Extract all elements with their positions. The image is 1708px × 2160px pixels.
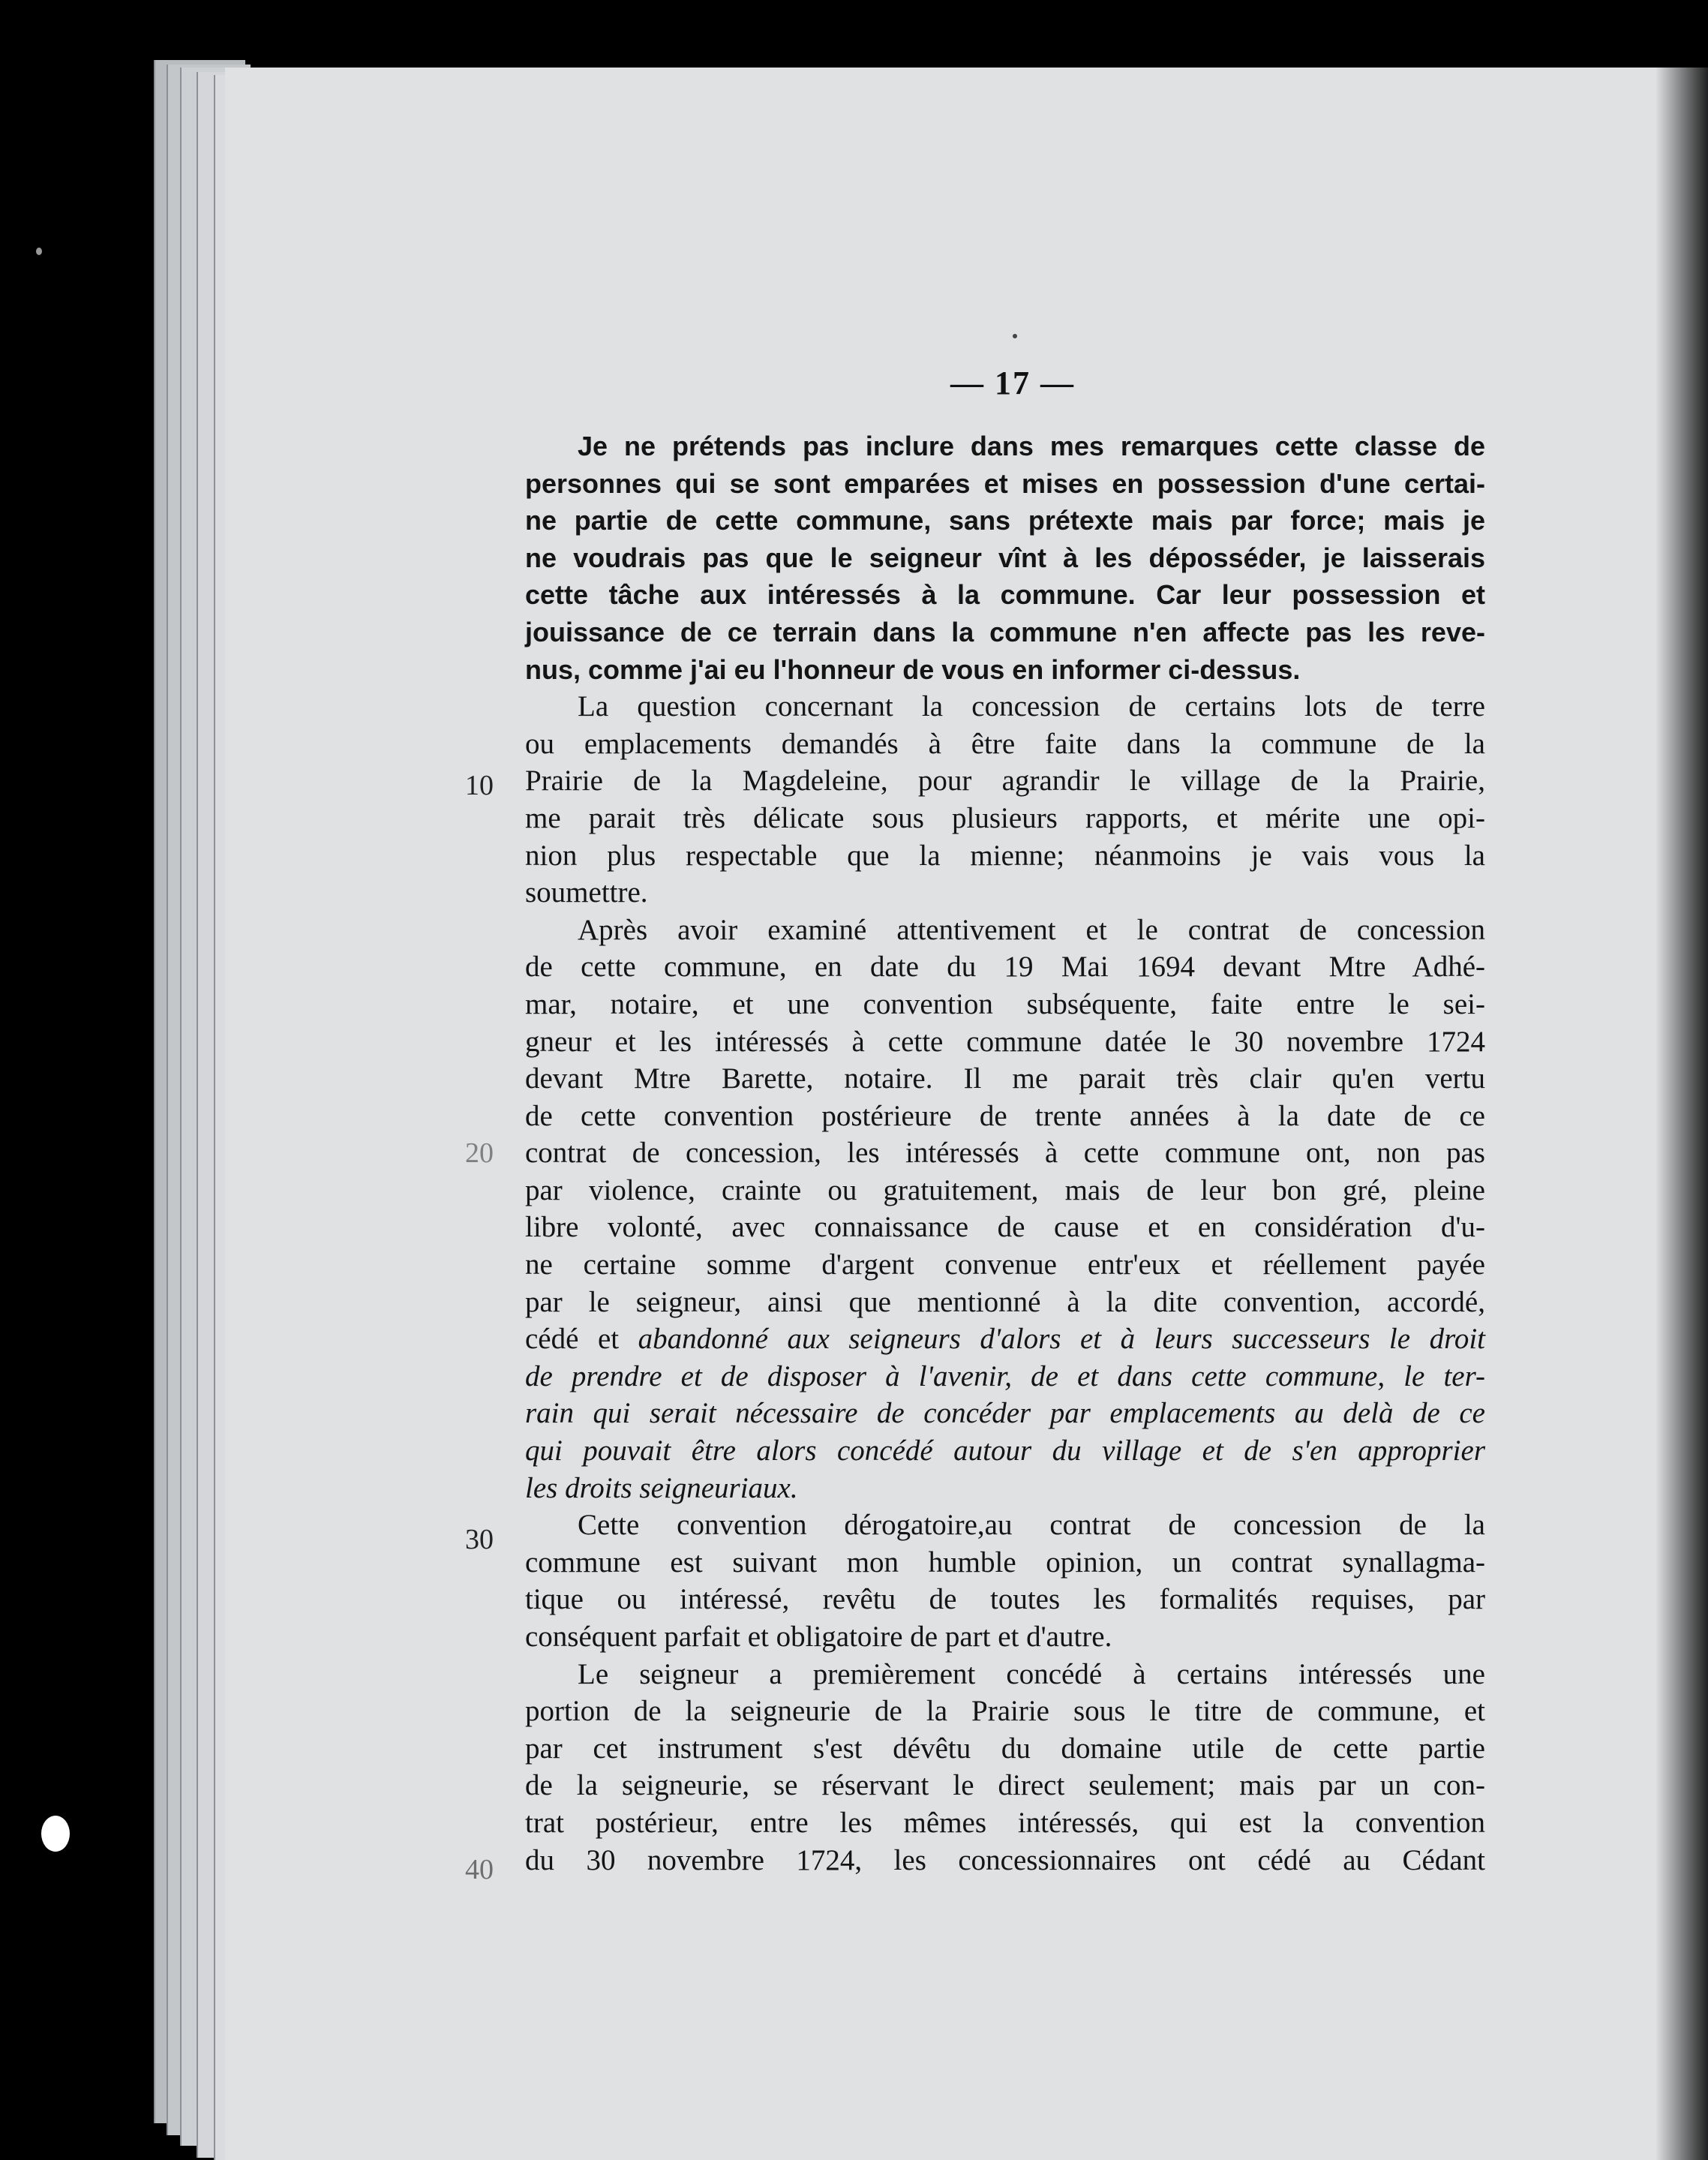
text-line: devant Mtre Barette, notaire. Il me parait très clair qu'en vertu	[525, 1062, 1485, 1095]
italic-text-line: de prendre et de disposer à l'avenir, de et dans cette commune, le ter-	[525, 1359, 1485, 1392]
text-line: Après avoir examiné attentivement et le contrat de concession	[578, 913, 1485, 946]
text-line: de la seigneurie, se réservant le direct seulement; mais par un con-	[525, 1769, 1485, 1802]
paragraph-3	[525, 912, 1485, 1507]
paragraph-4	[525, 1507, 1485, 1655]
italic-text-run: abandonné aux seigneurs d'alors et à leurs successeurs le droit	[638, 1323, 1485, 1356]
text-line: nus, comme j'ai eu l'honneur de vous en informer ci-dessus.	[525, 653, 1301, 685]
paragraph-2	[525, 688, 1485, 912]
text-line: de cette convention postérieure de trente années à la date de ce	[525, 1099, 1485, 1132]
text-line: par cet instrument s'est dévêtu du domaine utile de cette partie	[525, 1732, 1485, 1765]
text-line: personnes qui se sont emparées et mises en possession d'une certai-	[525, 467, 1485, 499]
page-number: — 17 —	[950, 365, 1075, 401]
text-line: tique ou intéressé, revêtu de toutes les formalités requises, par	[525, 1583, 1485, 1616]
text-line: ne voudrais pas que le seigneur vînt à les déposséder, je laisserais	[525, 542, 1485, 573]
text-line: nion plus respectable que la mienne; néanmoins je vais vous la	[525, 839, 1485, 872]
text-line	[525, 1320, 1485, 1358]
text-run: cédé et	[525, 1323, 638, 1356]
text-line: cette tâche aux intéressés à la commune. Car leur possession et	[525, 579, 1485, 611]
text-line: trat postérieur, entre les mêmes intéressés, qui est la convention	[525, 1806, 1485, 1839]
text-line: portion de la seigneurie de la Prairie sous le titre de commune, et	[525, 1695, 1485, 1728]
text-line: Le seigneur a premièrement concédé à certains intéressés une	[578, 1657, 1485, 1690]
text-line: par violence, crainte ou gratuitement, mais de leur bon gré, pleine	[525, 1173, 1485, 1206]
text-line: me parait très délicate sous plusieurs rapports, et mérite une opi-	[525, 801, 1485, 834]
text-line: commune est suivant mon humble opinion, un contrat synallagma-	[525, 1546, 1485, 1579]
text-line: par le seigneur, ainsi que mentionné à la dite convention, accordé,	[525, 1285, 1485, 1318]
text-line: contrat de concession, les intéressés à cette commune ont, non pas	[525, 1137, 1485, 1170]
margin-line-number: 30	[465, 1524, 494, 1555]
italic-text-line: rain qui serait nécessaire de concéder par emplacements au delà de ce	[525, 1397, 1485, 1430]
text-line: Cette convention dérogatoire,au contrat de concession de la	[578, 1509, 1485, 1542]
scan-shadow-right	[1655, 0, 1708, 2160]
text-line: libre volonté, avec connaissance de cause et en considération d'u-	[525, 1211, 1485, 1244]
text-line: Prairie de la Magdeleine, pour agrandir le village de la Prairie,	[525, 765, 1485, 798]
margin-line-number: 20	[465, 1137, 494, 1169]
text-line: jouissance de ce terrain dans la commune n'en affecte pas les reve-	[525, 616, 1485, 647]
text-line: Je ne prétends pas inclure dans mes remarques cette classe de	[578, 431, 1485, 461]
scan-speck	[41, 1816, 70, 1852]
text-line: ou emplacements demandés à être faite dans la commune de la	[525, 727, 1485, 760]
text-line: mar, notaire, et une convention subséquente, faite entre le sei-	[525, 987, 1485, 1020]
text-line: de cette commune, en date du 19 Mai 1694 devant Mtre Adhé-	[525, 951, 1485, 984]
text-line: gneur et les intéressés à cette commune datée le 30 novembre 1724	[525, 1025, 1485, 1058]
text-line: ne partie de cette commune, sans prétexte mais par force; mais je	[525, 505, 1485, 536]
text-line: soumettre.	[525, 876, 648, 909]
text-line: du 30 novembre 1724, les concessionnaires ont cédé au Cédant	[525, 1843, 1485, 1876]
italic-text-line: les droits seigneuriaux.	[525, 1471, 798, 1504]
scan-speck	[36, 248, 42, 255]
scan-speck	[1013, 334, 1017, 338]
text-line: ne certaine somme d'argent convenue entr'eux et réellement payée	[525, 1248, 1485, 1281]
paragraph-5	[525, 1656, 1485, 1879]
body-text	[525, 428, 1485, 1879]
text-line: conséquent parfait et obligatoire de part et d'autre.	[525, 1621, 1112, 1653]
margin-line-number: 40	[465, 1854, 494, 1885]
text-line: La question concernant la concession de certains lots de terre	[578, 690, 1485, 723]
paragraph-1	[525, 428, 1485, 688]
margin-line-number: 10	[465, 770, 494, 801]
italic-text-line: qui pouvait être alors concédé autour du village et de s'en approprier	[525, 1434, 1485, 1468]
